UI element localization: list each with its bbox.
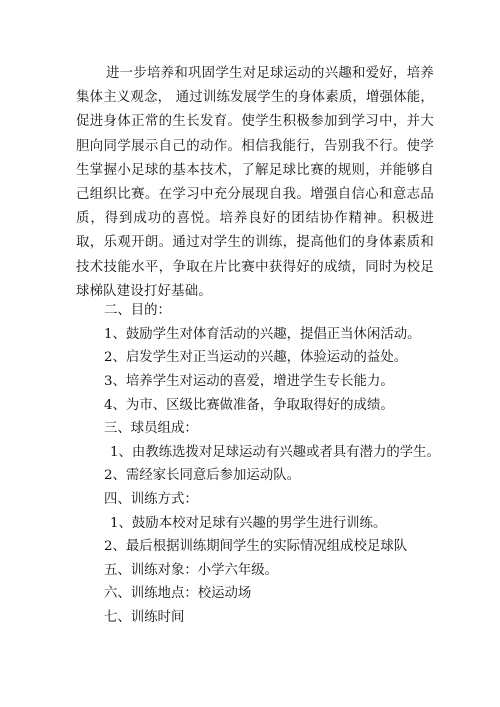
section-time-heading: 七、训练时间: [104, 610, 185, 625]
purpose-item-4: 4、为市、区级比赛做准备，争取取得好的成绩。: [104, 398, 394, 413]
purpose-item-3: 3、培养学生对运动的喜爱，增进学生专长能力。: [104, 374, 394, 389]
section-location-line: 六、训练地点：校运动场: [104, 586, 252, 601]
method-item-1: 1、鼓励本校对足球有兴趣的男学生进行训练。: [110, 516, 387, 531]
purpose-item-1: 1、鼓励学生对体育活动的兴趣，提倡正当休闲活动。: [104, 327, 421, 342]
section-target-line: 五、训练对象：小学六年级。: [104, 563, 279, 578]
players-item-2: 2、需经家长同意后参加运动队。: [104, 468, 300, 483]
intro-paragraph: 进一步培养和巩固学生对足球运动的兴趣和爱好，培养集体主义观念， 通过训练发展学生的身体素质，增强体能，促进身体正常的生长发育。使学生积极参加到学习中，并大胆向同学展示自己的动作。相信我能行，告别我不行。使学生掌握小足球的基本技术，了解足球比赛的规则，并能够自己组织比赛。在学习中充分展现自我。增强自信心和意志品质，得到成功的喜悦。培养良好的团结协作精神。积极进取，乐观开朗。通过对学生的训练，提高他们的身体素质和技术技能水平，争取在片比赛中获得好的成绩，同时为校足球梯队建设打好基础。: [76, 66, 434, 299]
purpose-item-2: 2、启发学生对正当运动的兴趣，体验运动的益处。: [104, 350, 408, 365]
section-method-heading: 四、训练方式：: [104, 492, 198, 507]
players-item-1: 1、由教练选拨对足球运动有兴趣或者具有潜力的学生。: [110, 445, 440, 460]
method-item-2: 2、最后根据训练期间学生的实际情况组成校足球队: [104, 539, 408, 554]
section-players-heading: 三、球员组成：: [104, 421, 198, 436]
section-purpose-heading: 二、目的：: [104, 303, 171, 318]
